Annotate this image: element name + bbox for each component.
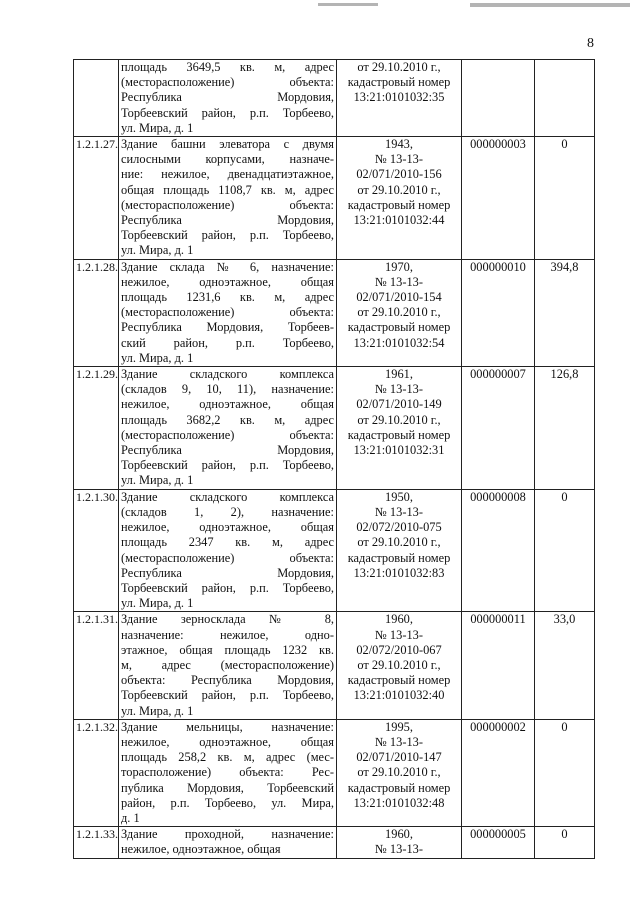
registration-line: от 29.10.2010 г., [357, 182, 441, 197]
description-line: Республика Мордовия, [121, 90, 334, 105]
property-description-cell [119, 827, 337, 858]
registration-line: 1961, [385, 367, 413, 382]
description-line: Здание башни элеватора с двумя [121, 137, 334, 152]
registration-line: 1960, [385, 827, 413, 842]
description-line: силосными корпусами, назначе- [121, 152, 334, 167]
registration-cell [337, 259, 462, 366]
description-line: Республика Мордовия, [121, 443, 334, 458]
description-line: (месторасположение) объекта: [121, 197, 334, 212]
description-line: (складов 9, 10, 11), назначение: [121, 382, 334, 397]
description-line: ние: нежилое, двенадцатиэтажное, [121, 167, 334, 182]
registration-line: от 29.10.2010 г., [357, 657, 441, 672]
registration-line: 1950, [385, 489, 413, 504]
scan-artifact [318, 3, 378, 6]
description-line: ул. Мира, д. 1 [121, 596, 194, 611]
item-number-cell: 1.2.1.31. [74, 612, 119, 719]
registration-line: 13:21:0101032:54 [353, 335, 445, 350]
registration-cell [337, 137, 462, 260]
item-number-cell: 1.2.1.27. [74, 137, 119, 260]
registration-line: № 13-13- [375, 274, 423, 289]
description-line: нежилое, одноэтажное, общая [121, 734, 334, 749]
registration-line: кадастровый номер [347, 427, 451, 442]
registration-line: от 29.10.2010 г., [357, 535, 441, 550]
value-cell: 33,0 [535, 612, 595, 719]
description-line: Республика Мордовия, [121, 565, 334, 580]
description-line: Здание зерносклада № 8, [121, 612, 334, 627]
table-row [74, 137, 595, 260]
inventory-number-cell: 000000005 [462, 827, 535, 858]
registration-line: от 29.10.2010 г., [357, 765, 441, 780]
property-description-cell [119, 137, 337, 260]
description-line: площадь 3649,5 кв. м, адрес [121, 60, 334, 74]
item-number-cell [74, 60, 119, 137]
registration-line: № 13-13- [375, 734, 423, 749]
description-line: Здание склада № 6, назначение: [121, 259, 334, 274]
description-line: ул. Мира, д. 1 [121, 703, 194, 718]
value-cell: 0 [535, 827, 595, 858]
registration-line: 1970, [385, 259, 413, 274]
table-row [74, 827, 595, 858]
registration-line: 02/071/2010-156 [356, 167, 442, 182]
registration-cell [337, 827, 462, 858]
registration-line: 13:21:0101032:31 [353, 443, 445, 458]
registration-line: № 13-13- [375, 382, 423, 397]
description-line: Республика Мордовия, Торбеев- [121, 320, 334, 335]
value-cell: 0 [535, 719, 595, 826]
description-line: нежилое, одноэтажное, общая [121, 397, 334, 412]
table-row [74, 367, 595, 490]
inventory-number-cell: 000000010 [462, 259, 535, 366]
description-line: (месторасположение) объекта: [121, 305, 334, 320]
description-line: ул. Мира, д. 1 [121, 243, 194, 258]
registration-line: № 13-13- [375, 842, 423, 857]
description-line: район, р.п. Торбеево, ул. Мира, [121, 795, 334, 810]
description-line: Торбеевский район, р.п. Торбеево, [121, 105, 334, 120]
description-line: Республика Мордовия, [121, 213, 334, 228]
registration-cell [337, 719, 462, 826]
property-description-cell [119, 612, 337, 719]
description-line: публика Мордовия, Торбеевский [121, 780, 334, 795]
property-description-cell [119, 60, 337, 137]
registration-line: 1943, [385, 137, 413, 152]
item-number-cell: 1.2.1.33. [74, 827, 119, 858]
registration-cell [337, 612, 462, 719]
description-line: ский район, р.п. Торбеево, [121, 335, 334, 350]
registration-line: 1960, [385, 612, 413, 627]
value-cell: 126,8 [535, 367, 595, 490]
table-row [74, 719, 595, 826]
registration-line: от 29.10.2010 г., [357, 60, 441, 74]
description-line: назначение: нежилое, одно- [121, 627, 334, 642]
description-line: общая площадь 1108,7 кв. м, адрес [121, 182, 334, 197]
registration-line: № 13-13- [375, 627, 423, 642]
value-cell: 0 [535, 489, 595, 612]
registration-line: кадастровый номер [347, 780, 451, 795]
registration-line: от 29.10.2010 г., [357, 305, 441, 320]
description-line: (месторасположение) объекта: [121, 427, 334, 442]
registration-line: 13:21:0101032:48 [353, 795, 445, 810]
registration-line: кадастровый номер [347, 197, 451, 212]
inventory-number-cell: 000000002 [462, 719, 535, 826]
description-line: ул. Мира, д. 1 [121, 473, 194, 488]
registration-line: № 13-13- [375, 504, 423, 519]
description-line: д. 1 [121, 810, 140, 825]
registration-line: 13:21:0101032:40 [353, 688, 445, 703]
description-line: м, адрес (месторасположение) [121, 657, 334, 672]
description-line: нежилое, одноэтажное, общая [121, 274, 334, 289]
property-description-cell [119, 719, 337, 826]
description-line: нежилое, одноэтажное, общая [121, 520, 334, 535]
item-number-cell: 1.2.1.30. [74, 489, 119, 612]
registration-cell [337, 367, 462, 490]
registration-line: 02/071/2010-154 [356, 290, 442, 305]
description-line: ул. Мира, д. 1 [121, 120, 194, 135]
registration-line: 02/071/2010-149 [356, 397, 442, 412]
description-line: Торбеевский район, р.п. Торбеево, [121, 688, 334, 703]
registration-line: 13:21:0101032:44 [353, 213, 445, 228]
registration-line: 1995, [385, 719, 413, 734]
description-line: Здание складского комплекса [121, 489, 334, 504]
scan-artifact [470, 3, 630, 7]
item-number-cell: 1.2.1.32. [74, 719, 119, 826]
registration-line: кадастровый номер [347, 673, 451, 688]
registration-line: кадастровый номер [347, 550, 451, 565]
property-registry-table [73, 59, 595, 859]
description-line: Здание складского комплекса [121, 367, 334, 382]
description-line: Торбеевский район, р.п. Торбеево, [121, 458, 334, 473]
item-number-cell: 1.2.1.29. [74, 367, 119, 490]
description-line: торасположение) объекта: Рес- [121, 765, 334, 780]
description-line: этажное, общая площадь 1232 кв. [121, 642, 334, 657]
description-line: объекта: Республика Мордовия, [121, 673, 334, 688]
registration-line: кадастровый номер [347, 320, 451, 335]
table-row [74, 60, 595, 137]
inventory-number-cell: 000000003 [462, 137, 535, 260]
value-cell [535, 60, 595, 137]
registration-line: кадастровый номер [347, 75, 451, 90]
description-line: (складов 1, 2), назначение: [121, 504, 334, 519]
inventory-number-cell: 000000011 [462, 612, 535, 719]
registration-line: от 29.10.2010 г., [357, 412, 441, 427]
description-line: ул. Мира, д. 1 [121, 350, 194, 365]
description-line: нежилое, одноэтажное, общая [121, 842, 281, 857]
registration-line: 13:21:0101032:35 [353, 90, 445, 105]
property-description-cell [119, 259, 337, 366]
inventory-number-cell: 000000008 [462, 489, 535, 612]
registration-cell [337, 60, 462, 137]
description-line: площадь 3682,2 кв. м, адрес [121, 412, 334, 427]
description-line: площадь 258,2 кв. м, адрес (мес- [121, 750, 334, 765]
description-line: Торбеевский район, р.п. Торбеево, [121, 228, 334, 243]
table-row [74, 489, 595, 612]
page-number: 8 [587, 36, 594, 51]
registration-line: № 13-13- [375, 152, 423, 167]
description-line: (месторасположение) объекта: [121, 550, 334, 565]
description-line: Торбеевский район, р.п. Торбеево, [121, 580, 334, 595]
description-line: (месторасположение) объекта: [121, 75, 334, 90]
table-row [74, 259, 595, 366]
description-line: площадь 1231,6 кв. м, адрес [121, 290, 334, 305]
registration-line: 02/072/2010-067 [356, 642, 442, 657]
registration-line: 13:21:0101032:83 [353, 565, 445, 580]
inventory-number-cell [462, 60, 535, 137]
description-line: Здание проходной, назначение: [121, 827, 334, 842]
item-number-cell: 1.2.1.28. [74, 259, 119, 366]
value-cell: 0 [535, 137, 595, 260]
property-description-cell [119, 367, 337, 490]
value-cell: 394,8 [535, 259, 595, 366]
property-description-cell [119, 489, 337, 612]
description-line: Здание мельницы, назначение: [121, 719, 334, 734]
table-row [74, 612, 595, 719]
registration-cell [337, 489, 462, 612]
registration-line: 02/071/2010-147 [356, 750, 442, 765]
registration-line: 02/072/2010-075 [356, 520, 442, 535]
inventory-number-cell: 000000007 [462, 367, 535, 490]
registry-table-body [74, 60, 595, 859]
description-line: площадь 2347 кв. м, адрес [121, 535, 334, 550]
